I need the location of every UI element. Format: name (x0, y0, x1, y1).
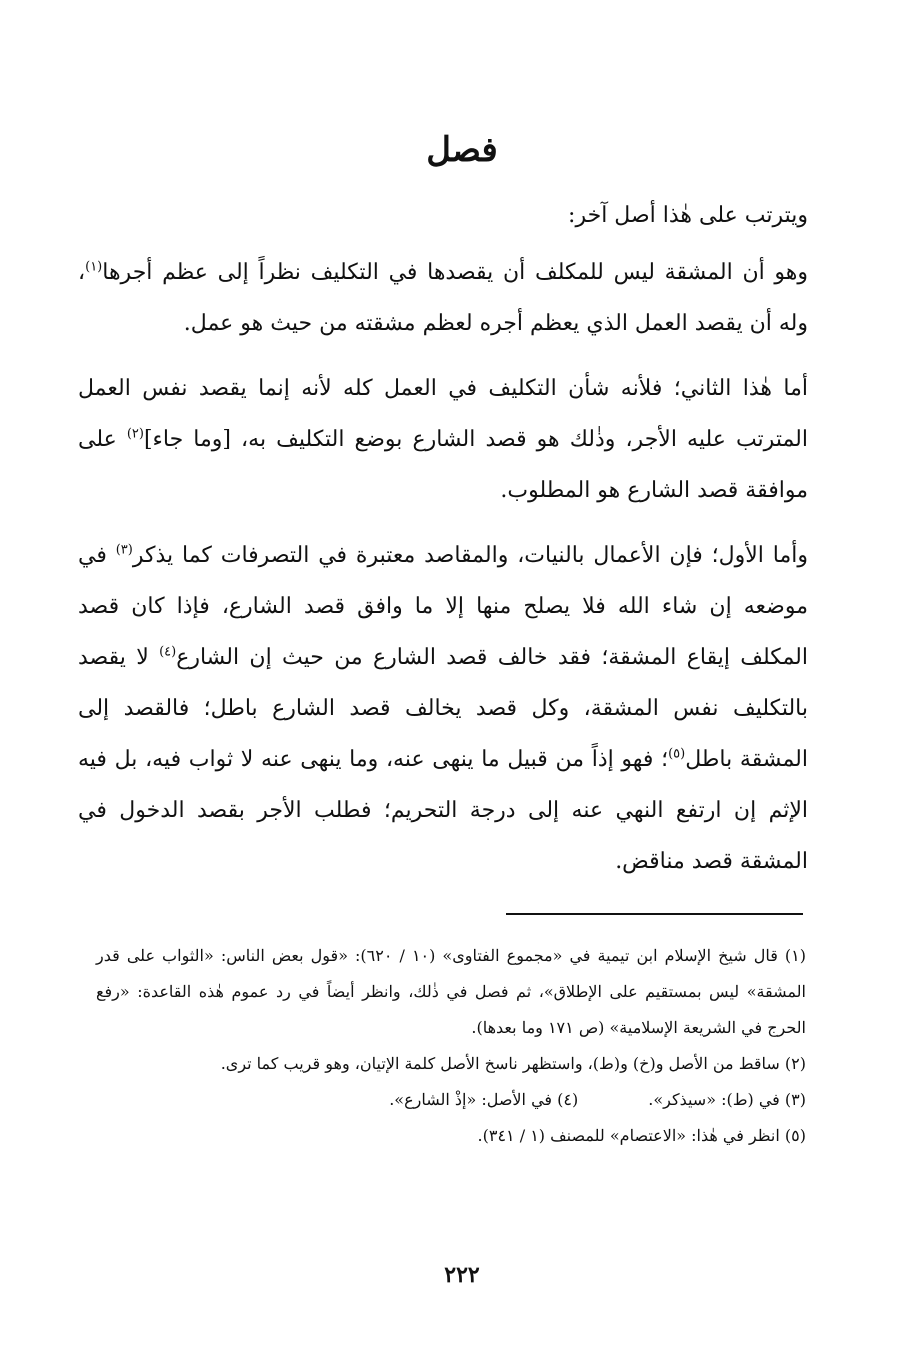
footnote-1: (١) قال شيخ الإسلام ابن تيمية في «مجموع الفتاوى» (١٠ / ٦٢٠): «قول بعض الناس: «الثواب على قدر المشقة» ليس بمستقيم على الإطلاق»، ثم فصل في ذٰلك، وانظر أيضاً في رد عموم هٰذه القاعدة: «رفع الحرج في الشريعة الإسلامية» (ص ١٧١ وما بعدها). (96, 946, 806, 1037)
intro-line: ويترتب على هٰذا أصل آخر: (568, 203, 808, 228)
page-number: ٢٢٢ (444, 1262, 480, 1288)
section-heading: فصل (426, 130, 498, 170)
footnote-ref-5: (٥) (668, 746, 686, 762)
footnotes (96, 938, 806, 1154)
paragraph-1 (78, 247, 808, 349)
paragraph-3 (78, 530, 808, 887)
footnote-5: (٥) انظر في هٰذا: «الاعتصام» للمصنف (١ / ٣٤١). (477, 1126, 806, 1145)
footnote-ref-2: (٢) (126, 426, 144, 442)
footnote-ref-4: (٤) (159, 644, 177, 660)
footnote-3: (٣) في (ط): «سيذكر». (648, 1090, 806, 1109)
footnote-ref-3: (٣) (115, 542, 133, 558)
footnote-4: (٤) في الأصل: «إذْ الشارع». (389, 1090, 579, 1109)
paragraph-3-part-a: وأما الأول؛ فإن الأعمال بالنيات، والمقاصد معتبرة في التصرفات كما يذكر (132, 543, 808, 568)
footnote-2: (٢) ساقط من الأصل و(خ) و(ط)، واستظهر ناسخ الأصل كلمة الإتيان، وهو قريب كما ترى. (220, 1054, 806, 1073)
paragraph-2 (78, 363, 808, 516)
paragraph-3-part-d: ؛ فهو إذاً من قبيل ما ينهى عنه، وما ينهى عنه لا ثواب فيه، بل فيه الإثم إن ارتفع النهي عنه إلى درجة التحريم؛ فطلب الأجر بقصد الدخول في المشقة قصد مناقض. (78, 747, 808, 874)
footnote-ref-1: (١) (85, 259, 103, 275)
paragraph-1-part-b: ، وله أن يقصد العمل الذي يعظم أجره لعظم مشقته من حيث هو عمل. (78, 260, 808, 336)
main-text (78, 190, 808, 901)
paragraph-1-part-a: وهو أن المشقة ليس للمكلف أن يقصدها في التكليف نظراً إلى عظم أجرها (102, 260, 808, 285)
paragraph-2-part-a: أما هٰذا الثاني؛ فلأنه شأن التكليف في العمل كله لأنه إنما يقصد نفس العمل المترتب عليه الأجر، وذٰلك هو قصد الشارع بوضع التكليف به، [وما جاء] (78, 376, 808, 452)
paragraph-3-part-c: لا يقصد بالتكليف نفس المشقة، وكل قصد يخالف قصد الشارع باطل؛ فالقصد إلى المشقة باطل (78, 645, 808, 772)
paragraph-3-part-b: في موضعه إن شاء الله فلا يصلح منها إلا ما وافق قصد الشارع، فإذا كان قصد المكلف إيقاع المشقة؛ فقد خالف قصد الشارع من حيث إن الشارع (78, 543, 808, 670)
footnote-divider (506, 913, 803, 915)
paragraph-2-part-b: على موافقة قصد الشارع هو المطلوب. (78, 427, 808, 503)
footnotes-row (96, 1082, 806, 1118)
